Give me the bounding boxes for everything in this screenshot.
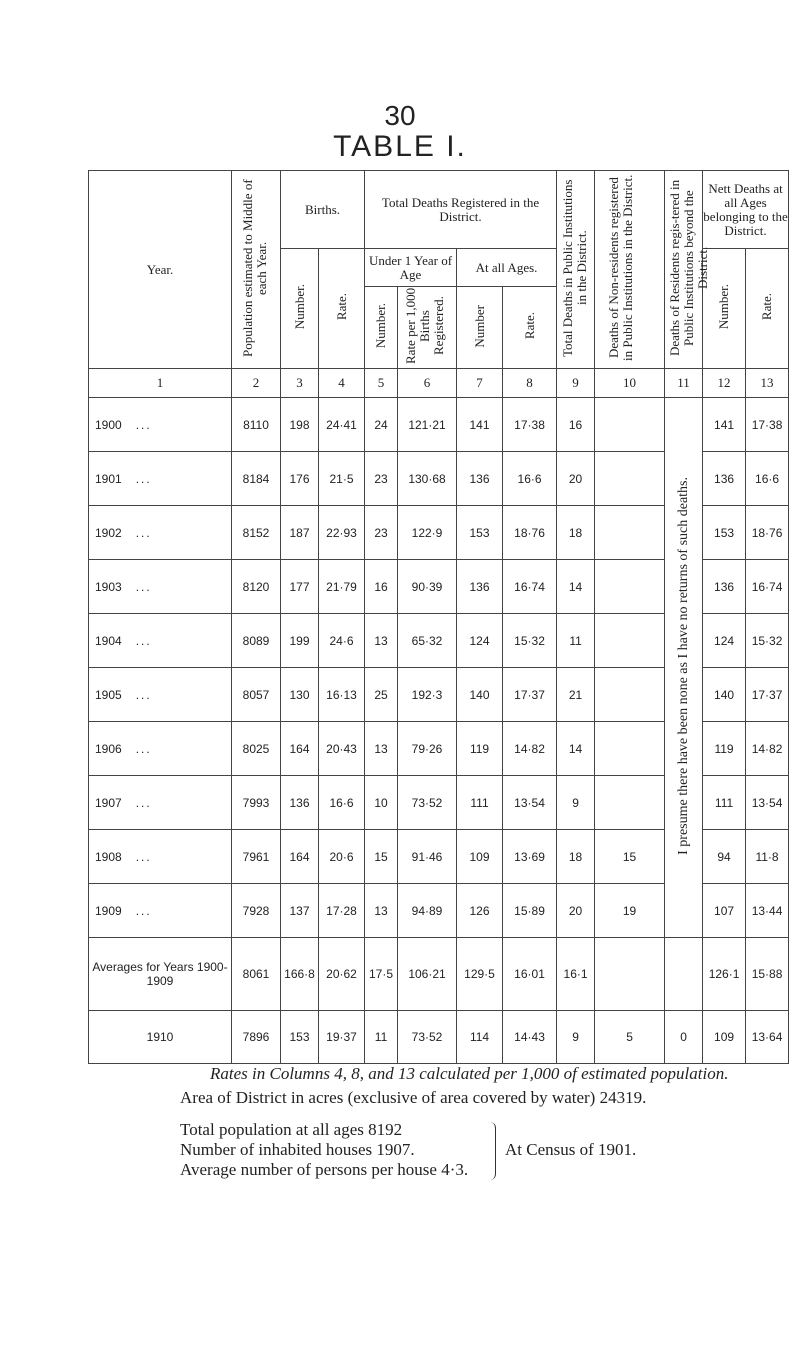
column-number: 5 [365, 369, 398, 398]
cell-under1-number: 16 [365, 560, 398, 614]
cell-under1-rate: 130·68 [398, 452, 457, 506]
cell-nett-number: 136 [703, 560, 746, 614]
cell-all-rate: 13·69 [503, 830, 557, 884]
column-number: 11 [665, 369, 703, 398]
cell-institution-deaths: 14 [557, 560, 595, 614]
cell-nonresident-deaths [595, 560, 665, 614]
year-label: 1909 [95, 903, 122, 918]
cell-population: 7993 [232, 776, 281, 830]
cell-institution-deaths: 16 [557, 398, 595, 452]
year-label: 1906 [95, 741, 122, 756]
cell-nonresident-deaths: 15 [595, 830, 665, 884]
all-ages-number-header: Number [457, 287, 503, 369]
cell-all-number: 124 [457, 614, 503, 668]
cell-year [89, 722, 232, 776]
cell-births-number: 137 [281, 884, 319, 938]
cell-institution-deaths: 11 [557, 614, 595, 668]
cell-under1-rate: 122·9 [398, 506, 457, 560]
resident-deaths-note: I presume there have been none as I have no returns of such deaths. [675, 477, 691, 855]
column-number: 4 [319, 369, 365, 398]
cell-nett-number: 124 [703, 614, 746, 668]
page-number: 30 [384, 100, 416, 131]
cell-nett-rate: 14·82 [746, 722, 789, 776]
cell-institution-deaths: 21 [557, 668, 595, 722]
year-label: 1908 [95, 849, 122, 864]
cell-population: 8025 [232, 722, 281, 776]
cell-under1-rate: 94·89 [398, 884, 457, 938]
nett-deaths-header: Nett Deaths at all Ages belonging to the District. [703, 171, 789, 249]
under1-number-header: Number. [365, 287, 398, 369]
cell-births-number: 130 [281, 668, 319, 722]
cell-population: 7961 [232, 830, 281, 884]
cell-nett-number: 107 [703, 884, 746, 938]
cell-births-number: 177 [281, 560, 319, 614]
column-number: 2 [232, 369, 281, 398]
table-title: TABLE I. [333, 130, 467, 163]
cell-nett-rate: 13·54 [746, 776, 789, 830]
cell-all-number: 136 [457, 452, 503, 506]
cell-nett-number: 109 [703, 1011, 746, 1064]
cell-births-rate: 16·6 [319, 776, 365, 830]
resident-deaths-header: Deaths of Residents regis-tered in Public Institutions beyond the District. [665, 171, 703, 369]
cell-births-number: 164 [281, 830, 319, 884]
cell-nett-number: 119 [703, 722, 746, 776]
cell-nett-rate: 11·8 [746, 830, 789, 884]
cell-births-number: 166·8 [281, 938, 319, 1011]
cell-under1-rate: 79·26 [398, 722, 457, 776]
cell-all-rate: 16·74 [503, 560, 557, 614]
cell-year [89, 506, 232, 560]
cell-year [89, 560, 232, 614]
total-deaths-header: Total Deaths Registered in the District. [365, 171, 557, 249]
cell-under1-rate: 65·32 [398, 614, 457, 668]
cell-year [89, 614, 232, 668]
cell-population: 7896 [232, 1011, 281, 1064]
cell-nonresident-deaths [595, 614, 665, 668]
cell-births-rate: 20·62 [319, 938, 365, 1011]
cell-population: 8057 [232, 668, 281, 722]
leader-dots: ... [135, 903, 152, 918]
leader-dots: ... [135, 849, 152, 864]
cell-under1-number: 13 [365, 722, 398, 776]
cell-population: 8061 [232, 938, 281, 1011]
rates-note: Rates in Columns 4, 8, and 13 calculated per 1,000 of estimated population. [210, 1064, 729, 1083]
leader-dots: ... [135, 579, 152, 594]
cell-under1-rate: 73·52 [398, 1011, 457, 1064]
cell-under1-number: 23 [365, 506, 398, 560]
cell-year [89, 452, 232, 506]
cell-nett-number: 140 [703, 668, 746, 722]
cell-institution-deaths: 20 [557, 884, 595, 938]
cell-population: 8184 [232, 452, 281, 506]
table-row [89, 398, 789, 452]
cell-year [89, 884, 232, 938]
total-population-note: Total population at all ages 8192 [180, 1120, 403, 1139]
year-label: 1902 [95, 525, 122, 540]
inhabited-houses-note: Number of inhabited houses 1907. [180, 1140, 415, 1159]
vital-statistics-table [88, 170, 789, 1064]
cell-nett-number: 111 [703, 776, 746, 830]
cell-all-rate: 15·32 [503, 614, 557, 668]
year-label: 1900 [95, 417, 122, 432]
cell-all-number: 136 [457, 560, 503, 614]
cell-under1-number: 23 [365, 452, 398, 506]
cell-births-number: 136 [281, 776, 319, 830]
cell-nett-rate: 13·44 [746, 884, 789, 938]
cell-institution-deaths: 20 [557, 452, 595, 506]
leader-dots: ... [135, 741, 152, 756]
births-rate-header: Rate. [319, 249, 365, 369]
cell-all-number: 140 [457, 668, 503, 722]
cell-under1-number: 10 [365, 776, 398, 830]
year-label: 1905 [95, 687, 122, 702]
cell-under1-number: 15 [365, 830, 398, 884]
leader-dots: ... [135, 417, 152, 432]
cell-all-rate: 13·54 [503, 776, 557, 830]
cell-births-number: 199 [281, 614, 319, 668]
cell-nett-number: 94 [703, 830, 746, 884]
census-block [180, 1120, 780, 1180]
cell-births-rate: 21·79 [319, 560, 365, 614]
cell-institution-deaths: 18 [557, 830, 595, 884]
column-number: 10 [595, 369, 665, 398]
column-number: 12 [703, 369, 746, 398]
cell-all-number: 141 [457, 398, 503, 452]
cell-under1-rate: 91·46 [398, 830, 457, 884]
cell-births-rate: 19·37 [319, 1011, 365, 1064]
column-number: 3 [281, 369, 319, 398]
leader-dots: ... [135, 471, 152, 486]
year-label: 1901 [95, 471, 122, 486]
cell-institution-deaths: 9 [557, 1011, 595, 1064]
cell-under1-rate: 192·3 [398, 668, 457, 722]
cell-births-rate: 24·41 [319, 398, 365, 452]
cell-nett-number: 141 [703, 398, 746, 452]
cell-under1-rate: 106·21 [398, 938, 457, 1011]
table-notes [180, 1064, 780, 1180]
cell-nett-rate: 13·64 [746, 1011, 789, 1064]
resident-deaths-note-cell [665, 398, 703, 938]
births-header: Births. [281, 171, 365, 249]
area-note: Area of District in acres (exclusive of area covered by water) 24319. [180, 1088, 647, 1107]
column-number: 13 [746, 369, 789, 398]
cell-year [89, 668, 232, 722]
cell-under1-rate: 90·39 [398, 560, 457, 614]
cell-resident-deaths: 0 [665, 1011, 703, 1064]
cell-nonresident-deaths: 19 [595, 884, 665, 938]
cell-nett-rate: 17·38 [746, 398, 789, 452]
cell-resident-deaths [665, 938, 703, 1011]
persons-per-house-note: Average number of persons per house 4·3. [180, 1160, 469, 1179]
nonresident-deaths-header: Deaths of Non-residents registered in Public Institutions in the District. [595, 171, 665, 369]
cell-births-number: 153 [281, 1011, 319, 1064]
cell-nonresident-deaths [595, 668, 665, 722]
cell-births-rate: 22·93 [319, 506, 365, 560]
cell-all-number: 119 [457, 722, 503, 776]
cell-under1-number: 17·5 [365, 938, 398, 1011]
cell-institution-deaths: 16·1 [557, 938, 595, 1011]
cell-nonresident-deaths [595, 938, 665, 1011]
year-label: 1907 [95, 795, 122, 810]
cell-year [89, 830, 232, 884]
year-header: Year. [89, 171, 232, 369]
column-number: 7 [457, 369, 503, 398]
cell-under1-number: 11 [365, 1011, 398, 1064]
all-ages-rate-header: Rate. [503, 287, 557, 369]
cell-nett-rate: 18·76 [746, 506, 789, 560]
cell-population: 8152 [232, 506, 281, 560]
cell-year [89, 398, 232, 452]
averages-row [89, 938, 789, 1011]
cell-all-number: 111 [457, 776, 503, 830]
nett-number-header: Number. [703, 249, 746, 369]
column-number: 8 [503, 369, 557, 398]
births-number-header: Number. [281, 249, 319, 369]
cell-nett-rate: 17·37 [746, 668, 789, 722]
cell-nonresident-deaths [595, 506, 665, 560]
cell-institution-deaths: 14 [557, 722, 595, 776]
leader-dots: ... [135, 525, 152, 540]
cell-all-number: 109 [457, 830, 503, 884]
cell-under1-number: 24 [365, 398, 398, 452]
cell-year [89, 776, 232, 830]
column-number: 9 [557, 369, 595, 398]
cell-nett-rate: 15·88 [746, 938, 789, 1011]
under1-header: Under 1 Year of Age [365, 249, 457, 287]
cell-births-number: 187 [281, 506, 319, 560]
cell-population: 8089 [232, 614, 281, 668]
leader-dots: ... [135, 633, 152, 648]
cell-all-rate: 15·89 [503, 884, 557, 938]
year-rows [89, 398, 789, 938]
cell-births-rate: 17·28 [319, 884, 365, 938]
cell-all-number: 114 [457, 1011, 503, 1064]
cell-nett-rate: 15·32 [746, 614, 789, 668]
cell-births-number: 176 [281, 452, 319, 506]
cell-under1-number: 25 [365, 668, 398, 722]
cell-all-rate: 14·82 [503, 722, 557, 776]
cell-all-rate: 17·37 [503, 668, 557, 722]
cell-population: 8110 [232, 398, 281, 452]
nett-rate-header: Rate. [746, 249, 789, 369]
cell-births-number: 164 [281, 722, 319, 776]
cell-all-rate: 18·76 [503, 506, 557, 560]
year-label: 1904 [95, 633, 122, 648]
cell-all-rate: 17·38 [503, 398, 557, 452]
cell-all-number: 126 [457, 884, 503, 938]
cell-year: 1910 [89, 1011, 232, 1064]
cell-births-rate: 20·43 [319, 722, 365, 776]
brace-icon [485, 1122, 496, 1180]
cell-nett-rate: 16·74 [746, 560, 789, 614]
cell-population: 8120 [232, 560, 281, 614]
cell-nonresident-deaths: 5 [595, 1011, 665, 1064]
year-label: 1903 [95, 579, 122, 594]
cell-under1-rate: 73·52 [398, 776, 457, 830]
cell-births-rate: 20·6 [319, 830, 365, 884]
population-header: Population estimated to Middle of each Year. [232, 171, 281, 369]
cell-population: 7928 [232, 884, 281, 938]
under1-rate-header: Rate per 1,000 Births Registered. [398, 287, 457, 369]
all-ages-header: At all Ages. [457, 249, 557, 287]
cell-all-number: 153 [457, 506, 503, 560]
cell-births-rate: 16·13 [319, 668, 365, 722]
cell-under1-number: 13 [365, 884, 398, 938]
averages-label: Averages for Years 1900-1909 [89, 938, 232, 1011]
cell-nett-number: 136 [703, 452, 746, 506]
cell-institution-deaths: 9 [557, 776, 595, 830]
cell-all-number: 129·5 [457, 938, 503, 1011]
census-note: At Census of 1901. [505, 1140, 637, 1159]
year-1910-row [89, 1011, 789, 1064]
cell-institution-deaths: 18 [557, 506, 595, 560]
cell-births-rate: 21·5 [319, 452, 365, 506]
cell-births-number: 198 [281, 398, 319, 452]
leader-dots: ... [135, 795, 152, 810]
cell-all-rate: 16·01 [503, 938, 557, 1011]
cell-nett-number: 126·1 [703, 938, 746, 1011]
institution-deaths-header: Total Deaths in Public Institutions in the District. [557, 171, 595, 369]
leader-dots: ... [135, 687, 152, 702]
cell-nonresident-deaths [595, 776, 665, 830]
cell-all-rate: 14·43 [503, 1011, 557, 1064]
cell-nonresident-deaths [595, 452, 665, 506]
column-number: 1 [89, 369, 232, 398]
cell-nett-number: 153 [703, 506, 746, 560]
cell-all-rate: 16·6 [503, 452, 557, 506]
cell-under1-rate: 121·21 [398, 398, 457, 452]
cell-under1-number: 13 [365, 614, 398, 668]
column-number: 6 [398, 369, 457, 398]
cell-nonresident-deaths [595, 398, 665, 452]
cell-births-rate: 24·6 [319, 614, 365, 668]
cell-nonresident-deaths [595, 722, 665, 776]
cell-nett-rate: 16·6 [746, 452, 789, 506]
